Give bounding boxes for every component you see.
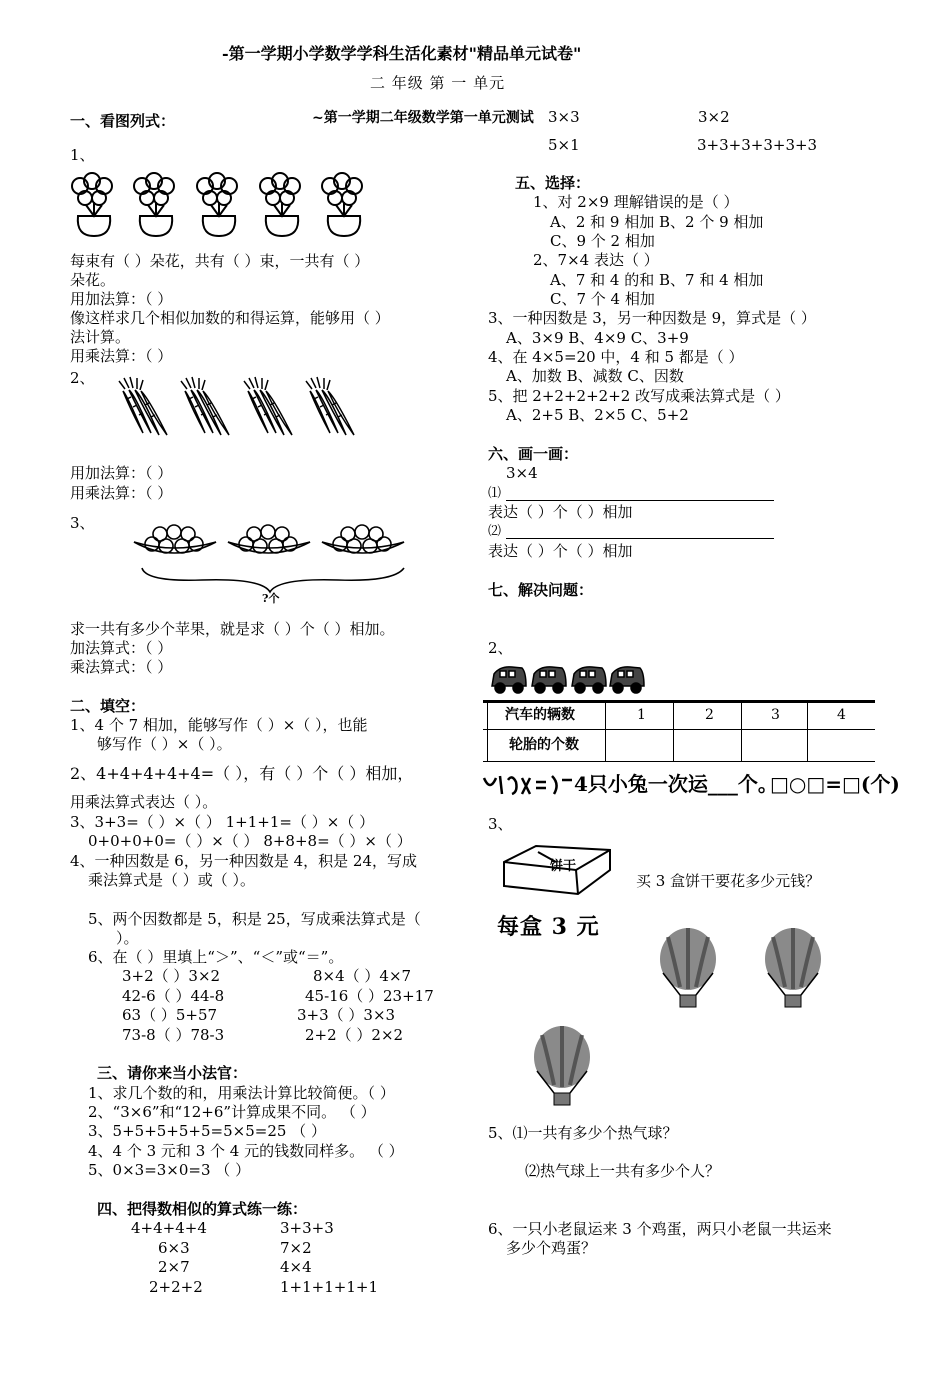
q1-description2: 法计算。: [70, 328, 131, 346]
s2-q5-line2: ）。: [116, 929, 139, 947]
section2-header: 二、填空：: [70, 697, 146, 715]
choice-line: 1、对 2×9 理解错误的是（ ）: [533, 193, 739, 211]
carrot-bundles-image: [115, 375, 365, 440]
choice-line: 2、7×4 表达（ ）: [533, 251, 659, 269]
q2-multiply-formula: 用乘法算：（ ）: [70, 484, 173, 502]
draw-part1-express: 表达（ ）个（ ）相加: [488, 503, 633, 521]
match-right: 4×4: [280, 1258, 312, 1276]
s2-q2-line2: 用乘法算式表达（ ）。: [70, 793, 218, 811]
cut-off-heading: ~第一学期二年级数学第一单元测试: [312, 110, 534, 126]
q7-6-line2: 多少个鸡蛋？: [506, 1239, 597, 1257]
table-row-label: 汽车的辆数: [505, 707, 575, 723]
choice-line: A、2 和 9 相加 B、2 个 9 相加: [550, 213, 764, 231]
s2-q1-line1: 1、4 个 7 相加，能够写作（ ）×（ ），也能: [70, 716, 368, 734]
table-cell: 2: [705, 707, 714, 723]
draw-line: [506, 538, 774, 539]
section6-header: 六、画一画：: [488, 445, 579, 463]
compare-item: 3+3（ ）3×3: [297, 1006, 396, 1024]
choice-line: C、9 个 2 相加: [550, 232, 655, 250]
q3-line1: 求一共有多少个苹果，就是求（ ）个（ ）相加。: [70, 620, 395, 638]
q2-add-formula: 用加法算：（ ）: [70, 464, 173, 482]
s2-q6-instruction: 6、在（ ）里填上“＞”、“＜”或“＝”。: [88, 948, 344, 966]
q1-description1: 像这样求几个相似加数的和得运算，能够用（ ）: [70, 309, 390, 327]
q7-6-line1: 6、一只小老鼠运来 3 个鸡蛋，两只小老鼠一共运来: [488, 1220, 832, 1238]
car-wheel-table: [483, 700, 875, 762]
s2-q1-line2: 够写作（ ）×（ ）。: [97, 735, 232, 753]
compare-item: 73-8（ ）78-3: [122, 1026, 225, 1044]
hot-air-balloons-image: [530, 925, 830, 1115]
choice-line: 4、在 4×5=20 中，4 和 5 都是（ ）: [488, 348, 744, 366]
draw-expression: 3×4: [506, 464, 538, 482]
draw-part2-express: 表达（ ）个（ ）相加: [488, 542, 633, 560]
q3-add-formula: 加法算式：（ ）: [70, 639, 173, 657]
judge-item: 5、0×3=3×0=3 （ ）: [88, 1161, 251, 1179]
match-right: 7×2: [280, 1239, 312, 1257]
draw-part2-label: ⑵: [488, 524, 502, 539]
q1-number: 1、: [70, 146, 95, 164]
match-left: 2×7: [158, 1258, 190, 1276]
clipped-formulas: 3×3 3×2: [548, 108, 730, 126]
table-cell: 4: [837, 707, 846, 723]
compare-item: 63（ ）5+57: [122, 1006, 218, 1024]
match-right: 3+3+3+3+3+3: [697, 136, 818, 154]
q3-number: 3、: [70, 514, 95, 532]
flower-bouquets-image: [68, 172, 388, 242]
draw-line: [506, 500, 774, 501]
compare-item: 45-16（ ）23+17: [305, 987, 434, 1005]
choice-line: A、加数 B、减数 C、因数: [506, 367, 684, 385]
draw-part1-label: ⑴: [488, 486, 502, 501]
judge-item: 3、5+5+5+5+5=5×5=25 （ ）: [88, 1122, 326, 1140]
q1-multiply-formula: 用乘法算：（ ）: [70, 347, 173, 365]
q7-5-part1: 5、⑴一共有多少个热气球？: [488, 1124, 678, 1142]
price-label: 每盒 3 元: [497, 914, 600, 940]
judge-item: 2、“3×6”和“12+6”计算成果不同。 （ ）: [88, 1103, 376, 1121]
compare-item: 3+2（ ）3×2: [122, 967, 221, 985]
s2-q3-line1: 3、3+3=（ ）×（ ） 1+1+1=（ ）×（ ）: [70, 813, 375, 831]
choice-line: A、3×9 B、4×9 C、3+9: [506, 329, 689, 347]
compare-item: 8×4（ ）4×7: [313, 967, 412, 985]
choice-line: A、7 和 4 的和 B、7 和 4 相加: [550, 271, 764, 289]
judge-item: 1、求几个数的和，用乘法计算比较简便。（ ）: [88, 1084, 395, 1102]
section7-header: 七、解决问题：: [488, 581, 594, 599]
section5-header: 五、选择：: [515, 174, 591, 192]
cars-image: [490, 662, 650, 698]
match-left: 2+2+2: [149, 1278, 203, 1296]
s2-q3-line2: 0+0+0+0=（ ）×（ ） 8+8+8=（ ）×（ ）: [88, 832, 412, 850]
match-left: 6×3: [158, 1239, 190, 1257]
judge-item: 4、4 个 3 元和 3 个 4 元的钱数同样多。 （ ）: [88, 1142, 404, 1160]
compare-item: 42-6（ ）44-8: [122, 987, 225, 1005]
q7-3-question: 买 3 盒饼干要花多少元钱？: [636, 872, 821, 890]
q1-line1: 每束有（ ）朵花，共有（ ）束，一共有（ ）: [70, 252, 370, 270]
q7-3-number: 3、: [488, 815, 513, 833]
q7-5-part2: ⑵热气球上一共有多少个人？: [525, 1162, 721, 1180]
match-left: 5×1: [548, 136, 580, 154]
q2-number: 2、: [70, 369, 95, 387]
table-cell: 1: [637, 707, 646, 723]
s2-q4-line1: 4、一种因数是 6，另一种因数是 4，积是 24，写成: [70, 852, 418, 870]
q3-brace-label: ?个: [262, 592, 280, 605]
page-subtitle: 二 年级 第 一 单元: [370, 74, 506, 92]
section3-header: 三、请你来当小法官：: [97, 1064, 248, 1082]
s2-q4-line2: 乘法算式是（ ）或（ ）。: [88, 871, 256, 889]
choice-line: A、2+5 B、2×5 C、5+2: [506, 406, 689, 424]
page-title: -第一学期小学数学学科生活化素材"精品单元试卷": [222, 44, 582, 63]
q3-multiply-formula: 乘法算式：（ ）: [70, 658, 173, 676]
table-cell: 3: [771, 707, 780, 723]
s2-q5-line1: 5、两个因数都是 5，积是 25，写成乘法算式是（: [88, 910, 421, 928]
section4-header: 四、把得数相似的算式练一练：: [97, 1200, 308, 1218]
q7-2-number: 2、: [488, 639, 513, 657]
scribble-mark: [482, 772, 574, 798]
compare-item: 2+2（ ）2×2: [305, 1026, 404, 1044]
match-right: 3+3+3: [280, 1219, 334, 1237]
s2-q2-line1: 2、4+4+4+4+4=（ ），有（ ）个（ ）相加，: [70, 764, 414, 783]
q1-line2: 朵花。: [70, 271, 116, 289]
match-right: 1+1+1+1+1: [280, 1278, 378, 1296]
q1-add-formula: 用加法算：（ ）: [70, 290, 173, 308]
table-row-label: 轮胎的个数: [509, 737, 579, 753]
section1-header-clipped: 一、看图列式：: [70, 112, 176, 130]
choice-line: 3、一种因数是 3，另一种因数是 9，算式是（ ）: [488, 309, 816, 327]
match-left: 4+4+4+4: [131, 1219, 207, 1237]
handwritten-question: 4只小兔一次运___个。 □○□=□(个): [482, 768, 878, 802]
biscuit-label: 饼干: [550, 859, 577, 874]
choice-line: C、7 个 4 相加: [550, 290, 655, 308]
choice-line: 5、把 2+2+2+2+2 改写成乘法算式是（ ）: [488, 387, 790, 405]
